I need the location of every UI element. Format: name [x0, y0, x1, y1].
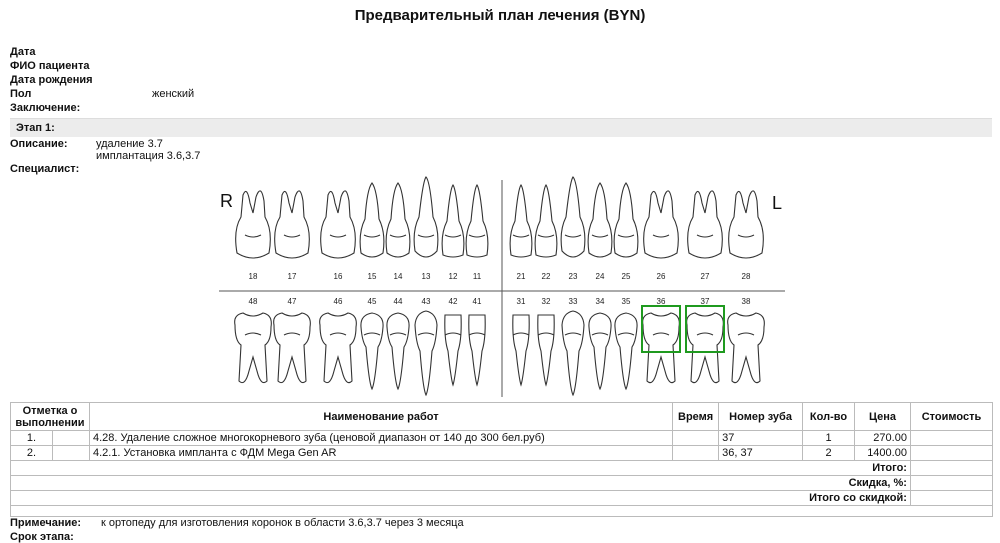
tooth-26	[644, 191, 679, 258]
tooth-number-label: 37	[700, 297, 710, 306]
col-header-cost: Стоимость	[910, 403, 992, 431]
tooth-number-label: 45	[367, 297, 377, 306]
tooth-number-label: 31	[516, 297, 526, 306]
stage-term-label: Срок этапа:	[10, 531, 74, 543]
tooth-46	[320, 313, 357, 383]
tooth-highlights	[642, 306, 724, 352]
col-header-name: Наименование работ	[89, 403, 672, 431]
tooth-47	[274, 313, 311, 383]
tooth-14	[386, 183, 410, 257]
tooth-number-label: 24	[595, 272, 605, 281]
tooth-22	[535, 185, 557, 257]
tooth-number-label: 22	[541, 272, 551, 281]
row-time	[673, 431, 719, 446]
col-header-mark: Отметка о выполнении	[11, 403, 90, 431]
tooth-31	[513, 315, 529, 385]
tooth-number-label: 33	[568, 297, 578, 306]
tooth-number-label: 46	[333, 297, 343, 306]
tooth-45	[361, 313, 383, 389]
lower-tooth-numbers	[249, 297, 751, 306]
tooth-32	[538, 315, 554, 385]
note-label: Примечание:	[10, 517, 82, 529]
tooth-number-label: 42	[448, 297, 458, 306]
table-header-row	[11, 403, 993, 431]
row-cost	[910, 431, 992, 446]
left-side-label: L	[772, 193, 783, 213]
tooth-number-label: 16	[333, 272, 343, 281]
note-text: к ортопеду для изготовления коронок в области 3.6,3.7 через 3 месяца	[101, 517, 464, 529]
tooth-number-label: 36	[656, 297, 666, 306]
row-work-name: 4.2.1. Установка имплантa с ФДМ Mega Gen AR	[89, 446, 672, 461]
row-tooth: 36, 37	[719, 446, 803, 461]
tooth-number-label: 18	[248, 272, 258, 281]
specialist-label: Специалист:	[10, 163, 80, 175]
patient-name-label: ФИО пациента	[10, 60, 90, 72]
tooth-number-label: 11	[472, 272, 482, 281]
tooth-number-label: 21	[516, 272, 526, 281]
tooth-25	[614, 183, 638, 257]
row-number: 1.	[11, 431, 53, 446]
spacer-cell	[11, 506, 993, 517]
discount-row	[11, 476, 993, 491]
tooth-23	[561, 177, 585, 257]
tooth-number-label: 32	[541, 297, 551, 306]
tooth-18	[236, 191, 271, 258]
tooth-28	[729, 191, 764, 258]
row-number: 2.	[11, 446, 53, 461]
description-label: Описание:	[10, 138, 68, 150]
upper-tooth-numbers	[249, 272, 751, 281]
tooth-12	[442, 185, 464, 257]
col-header-price: Цена	[854, 403, 910, 431]
tooth-number-label: 27	[700, 272, 710, 281]
tooth-44	[387, 313, 409, 389]
description-line: имплантация 3.6,3.7	[96, 150, 201, 162]
tooth-number-label: 34	[595, 297, 605, 306]
row-tooth: 37	[719, 431, 803, 446]
col-header-qty: Кол-во	[803, 403, 855, 431]
tooth-number-label: 48	[248, 297, 258, 306]
stage-header	[10, 118, 992, 137]
description-line: удаление 3.7	[96, 138, 163, 150]
tooth-33	[562, 311, 584, 395]
tooth-36	[643, 313, 680, 383]
birth-date-label: Дата рождения	[10, 74, 93, 86]
date-label: Дата	[10, 46, 36, 58]
tooth-21	[510, 185, 532, 257]
col-header-time: Время	[673, 403, 719, 431]
spacer-row	[11, 506, 993, 517]
document-title: Предварительный план лечения (BYN)	[354, 7, 646, 24]
sex-value: женский	[152, 88, 195, 100]
table-row	[11, 446, 993, 461]
tooth-number-label: 13	[421, 272, 431, 281]
tooth-number-label: 44	[393, 297, 403, 306]
tooth-number-label: 25	[621, 272, 631, 281]
tooth-24	[588, 183, 612, 257]
tooth-number-label: 41	[472, 297, 482, 306]
description-text	[96, 138, 200, 162]
tooth-number-label: 47	[287, 297, 297, 306]
total-discount-label: Итого со скидкой:	[11, 491, 911, 506]
tooth-16	[321, 191, 356, 258]
tooth-48	[235, 313, 272, 383]
total-discount-value	[910, 491, 992, 506]
col-header-tooth: Номер зуба	[719, 403, 803, 431]
sex-label: Пол	[10, 88, 32, 100]
upper-teeth-row	[236, 177, 764, 258]
dental-chart	[215, 175, 785, 401]
row-mark[interactable]	[52, 431, 89, 446]
conclusion-label: Заключение:	[10, 102, 81, 114]
row-qty: 2	[803, 446, 855, 461]
works-table	[10, 402, 993, 517]
tooth-13	[414, 177, 438, 257]
tooth-number-label: 12	[448, 272, 458, 281]
tooth-highlight-37	[686, 306, 724, 352]
tooth-highlight-36	[642, 306, 680, 352]
tooth-number-label: 15	[367, 272, 377, 281]
tooth-number-label: 43	[421, 297, 431, 306]
tooth-37	[687, 313, 724, 383]
tooth-number-label: 28	[741, 272, 751, 281]
tooth-35	[615, 313, 637, 389]
total-discount-row	[11, 491, 993, 506]
tooth-27	[688, 191, 723, 258]
tooth-number-label: 23	[568, 272, 578, 281]
tooth-41	[469, 315, 485, 385]
row-mark[interactable]	[52, 446, 89, 461]
tooth-15	[360, 183, 384, 257]
row-price: 1400.00	[854, 446, 910, 461]
right-side-label: R	[220, 191, 233, 211]
stage-title: Этап 1:	[16, 122, 55, 134]
tooth-number-label: 35	[621, 297, 631, 306]
row-time	[673, 446, 719, 461]
discount-label: Скидка, %:	[11, 476, 911, 491]
tooth-number-label: 38	[741, 297, 751, 306]
tooth-11	[466, 185, 488, 257]
total-label: Итого:	[11, 461, 911, 476]
tooth-38	[728, 313, 765, 383]
tooth-number-label: 17	[287, 272, 297, 281]
discount-value	[910, 476, 992, 491]
lower-teeth-row	[235, 311, 765, 395]
tooth-number-label: 14	[393, 272, 403, 281]
tooth-43	[415, 311, 437, 395]
total-value	[910, 461, 992, 476]
tooth-34	[589, 313, 611, 389]
total-row	[11, 461, 993, 476]
row-work-name: 4.28. Удаление сложное многокорневого зуба (ценовой диапазон от 140 до 300 бел.руб)	[89, 431, 672, 446]
tooth-42	[445, 315, 461, 385]
row-qty: 1	[803, 431, 855, 446]
tooth-number-label: 26	[656, 272, 666, 281]
tooth-17	[275, 191, 310, 258]
table-row	[11, 431, 993, 446]
row-cost	[910, 446, 992, 461]
row-price: 270.00	[854, 431, 910, 446]
